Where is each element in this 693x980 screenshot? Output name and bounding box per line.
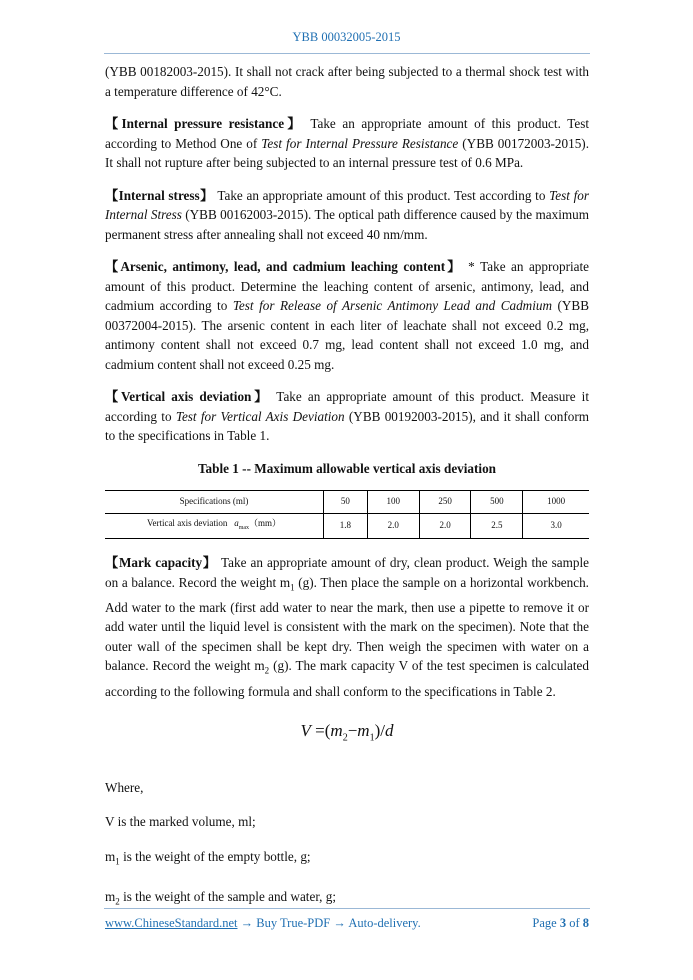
formula-part: 1 bbox=[369, 732, 375, 744]
definition-text: is the weight of the sample and water, g; bbox=[119, 889, 337, 905]
paragraph-text: * Take an appropriate amount of this product. Determine the leaching content of arsenic, antimony, lead, and cadmium according to bbox=[105, 259, 589, 313]
symbol: m bbox=[105, 889, 116, 905]
table-cell: 1.8 bbox=[324, 514, 368, 539]
formula-part: d bbox=[384, 721, 394, 741]
header-divider bbox=[104, 53, 590, 54]
row-label: Vertical axis deviation bbox=[146, 518, 228, 528]
total-pages: 8 bbox=[582, 916, 589, 930]
subscript: 1 bbox=[290, 582, 295, 593]
formula-part: − bbox=[347, 721, 358, 741]
mark-capacity-paragraph bbox=[105, 553, 589, 701]
table-cell: 1000 bbox=[523, 491, 589, 514]
footer-site-link[interactable]: www.ChineseStandard.net bbox=[105, 916, 238, 930]
table-cell: 2.0 bbox=[367, 514, 419, 539]
document-body bbox=[105, 62, 589, 927]
section-title-mark-capacity: 【Mark capacity】 bbox=[105, 555, 217, 571]
standard-reference: Test for Internal Stress bbox=[105, 187, 589, 222]
subscript: 2 bbox=[264, 666, 270, 677]
symbol: a bbox=[234, 518, 239, 528]
paragraph-text: (g). The mark capacity V of the test specimen is calculated according to the following formula and shall conform to the specifications in Table 2. bbox=[105, 658, 589, 699]
standard-reference: Test for Vertical Axis Deviation bbox=[175, 408, 345, 424]
table-cell: 500 bbox=[471, 491, 523, 514]
paragraph-text: (YBB 00372004-2015). The arsenic content in each liter of leachate shall not exceed 0.2 mg, antimony content shall not exceed 0.7 mg, lead content shall not exceed 1.0 mg, and cadmium content shall not exceed 0.25 mg. bbox=[105, 298, 590, 372]
capacity-formula bbox=[105, 721, 589, 748]
paragraph-text: (YBB 00192003-2015), and it shall conform to the specifications in Table 1. bbox=[105, 408, 589, 443]
paragraph-text: Take an appropriate amount of this product. Test according to Method One of bbox=[105, 116, 589, 151]
arsenic-paragraph bbox=[105, 257, 589, 374]
definition-v: V is the marked volume, ml; bbox=[105, 814, 256, 830]
table-row bbox=[105, 514, 589, 539]
table-cell: 2.0 bbox=[419, 514, 471, 539]
formula-part: 2 bbox=[342, 732, 348, 744]
table-cell-label: Specifications (ml) bbox=[105, 491, 324, 514]
paragraph-text: (YBB 00172003-2015). It shall not rupture after being subjected to an internal pressure test of 0.6 MPa. bbox=[105, 135, 589, 170]
current-page: 3 bbox=[559, 916, 567, 930]
paragraph-text: (g). Then place the sample on a horizontal workbench. Add water to the mark (first add water to near the mark, then use a pipette to remove it or add water until the liquid level is consistent with the mark on the specimen). Note that the outer wall of the specimen shall be kept dry. Then weigh the specimen with water on a balance. Record the weight m bbox=[105, 574, 589, 674]
section-title-internal-pressure: 【Internal pressure resistance】 bbox=[105, 116, 304, 131]
internal-stress-paragraph bbox=[105, 186, 589, 245]
paragraph-text: Take an appropriate amount of this product. Measure it according to bbox=[105, 389, 589, 424]
formula-part: =( bbox=[310, 721, 331, 741]
table-cell: 2.5 bbox=[471, 514, 523, 539]
formula-part: m bbox=[330, 721, 343, 741]
symbol-subscript: max bbox=[238, 524, 250, 531]
table-cell: 250 bbox=[419, 491, 471, 514]
paragraph-text: Take an appropriate amount of this product. Test according to bbox=[213, 187, 550, 203]
formula-part: )/ bbox=[374, 721, 385, 741]
arrow-icon: → bbox=[330, 916, 349, 930]
arrow-icon: → bbox=[237, 916, 257, 930]
section-title-internal-stress: 【Internal stress】 bbox=[105, 187, 214, 203]
standard-reference: Test for Internal Pressure Resistance bbox=[261, 135, 459, 151]
page-number bbox=[532, 916, 589, 931]
unit: （mm） bbox=[249, 518, 282, 528]
table-cell: 3.0 bbox=[523, 514, 589, 539]
table1-caption: Table 1 -- Maximum allowable vertical axis deviation bbox=[197, 460, 497, 476]
section-title-arsenic: 【Arsenic, antimony, lead, and cadmium leaching content】 bbox=[105, 259, 463, 274]
definition-text: is the weight of the empty bottle, g; bbox=[119, 848, 311, 864]
section-title-vertical-axis: 【Vertical axis deviation】 bbox=[105, 389, 271, 404]
table-cell-label bbox=[105, 514, 324, 539]
page-header: YBB 00032005-2015 bbox=[292, 30, 401, 44]
footer-buy-link[interactable]: Buy True-PDF bbox=[256, 916, 331, 930]
footer-divider bbox=[104, 908, 590, 909]
internal-pressure-paragraph bbox=[105, 114, 589, 173]
subscript: 1 bbox=[115, 856, 120, 867]
definition-m1 bbox=[105, 847, 589, 872]
page-label: Page bbox=[532, 916, 560, 930]
where-label: Where, bbox=[105, 779, 144, 795]
table-cell: 50 bbox=[324, 491, 368, 514]
table1 bbox=[105, 490, 589, 539]
page-label: of bbox=[566, 916, 583, 930]
formula-part: V bbox=[300, 721, 311, 741]
subscript: 2 bbox=[115, 896, 120, 907]
table-cell: 100 bbox=[367, 491, 419, 514]
vertical-axis-paragraph bbox=[105, 387, 589, 446]
thermal-shock-continuation: (YBB 00182003-2015). It shall not crack after being subjected to a thermal shock test with a temperature difference of 42°C. bbox=[105, 64, 589, 99]
footer-auto-delivery: Auto-delivery. bbox=[348, 916, 421, 930]
table-row bbox=[105, 491, 589, 514]
standard-reference: Test for Release of Arsenic Antimony Lead and Cadmium bbox=[232, 298, 552, 313]
symbol: m bbox=[105, 848, 116, 864]
paragraph-text: (YBB 00162003-2015). The optical path difference caused by the maximum permanent stress after annealing shall not exceed 40 nm/mm. bbox=[105, 207, 589, 242]
page-footer bbox=[105, 916, 589, 931]
paragraph-text: Take an appropriate amount of dry, clean product. Weigh the sample on a balance. Record the weight m bbox=[105, 555, 589, 590]
formula-part: m bbox=[357, 721, 370, 741]
